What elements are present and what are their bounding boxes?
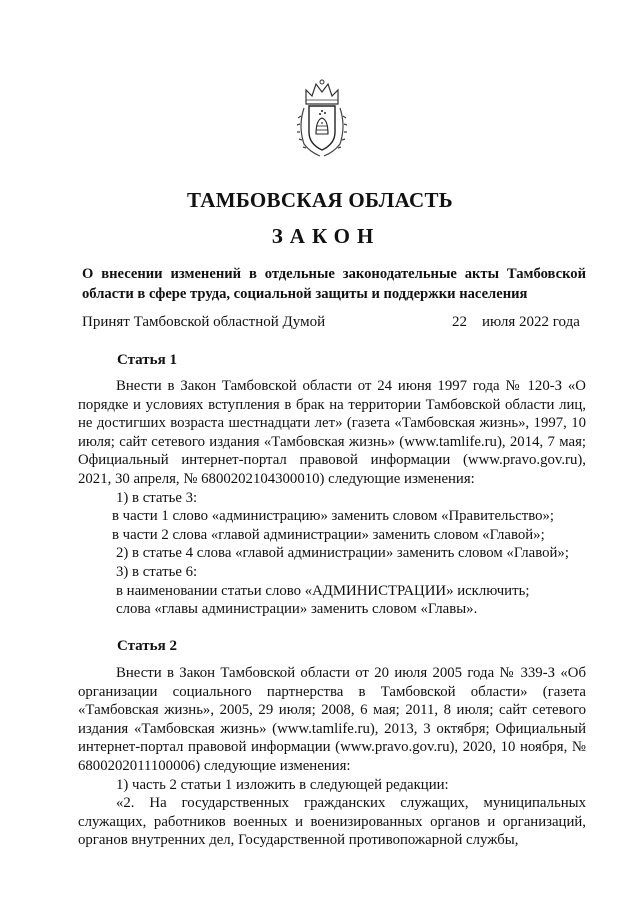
adoption-date: 22 июля 2022 года <box>452 314 580 330</box>
article-1-item: 3) в статье 6: <box>116 563 198 580</box>
article-1-item: в наименовании статьи слово «АДМИНИСТРАЦИИ» исключить; <box>116 582 530 599</box>
article-1-item: в части 2 слова «главой администрации» заменить словом «Главой»; <box>112 526 545 543</box>
article-2-intro: Внести в Закон Тамбовской области от 20 июля 2005 года № 339-З «Об организации социального партнерства в Тамбовской области» (газета «Тамбовская жизнь», 2005, 29 июля; 2008, 6 мая; 2011, 8 июля; сайт сетевого издания «Тамбовская жизнь» (www.tamlife.ru), 2013, 3 октября; Официальный интернет-портал правовой информации (www.pravo.gov.ru), 2020, 10 ноября, № 6800202011100006) следующие изменения: <box>78 665 586 774</box>
article-1-item: в части 1 слово «администрацию» заменить словом «Правительство»; <box>112 508 555 525</box>
article-2-quote: «2. На государственных гражданских служащих, муниципальных служащих, работников военных и военизированных органов и организаций, органов внутренних дел, Государственной противопожарной службы, <box>78 795 586 849</box>
article-1-intro: Внести в Закон Тамбовской области от 24 июня 1997 года № 120-З «О порядке и условиях вступления в брак на территории Тамбовской области лиц, не достигших возраста шестнадцати лет» (газета «Тамбовская жизнь», 1997, 10 июля; сайт сетевого издания «Тамбовская жизнь» (www.tamlife.ru), 2014, 7 мая; Официальный интернет-портал правовой информации (www.pravo.gov.ru), 2021, 30 апреля, № 6800202104300010) следующие изменения: <box>78 378 586 487</box>
article-2-body <box>78 664 586 850</box>
article-2-item: 1) часть 2 статьи 1 изложить в следующей редакции: <box>116 776 449 793</box>
adopted-by: Принят Тамбовской областной Думой <box>82 314 326 330</box>
coat-of-arms-icon <box>296 78 348 160</box>
article-2-heading: Статья 2 <box>117 638 177 654</box>
article-1-heading: Статья 1 <box>117 352 177 368</box>
article-1-item: 1) в статье 3: <box>116 489 198 506</box>
article-1-body <box>78 377 586 619</box>
region-title: ТАМБОВСКАЯ ОБЛАСТЬ <box>187 188 453 212</box>
article-1-item: 2) в статье 4 слова «главой администрации» заменить словом «Главой»; <box>116 545 569 562</box>
document-type-title: ЗАКОН <box>271 224 381 248</box>
article-1-item: слова «главы администрации» заменить словом «Главы». <box>116 601 478 618</box>
law-subject: О внесении изменений в отдельные законодательные акты Тамбовской области в сфере труда, социальной защиты и поддержки населения <box>82 266 586 302</box>
